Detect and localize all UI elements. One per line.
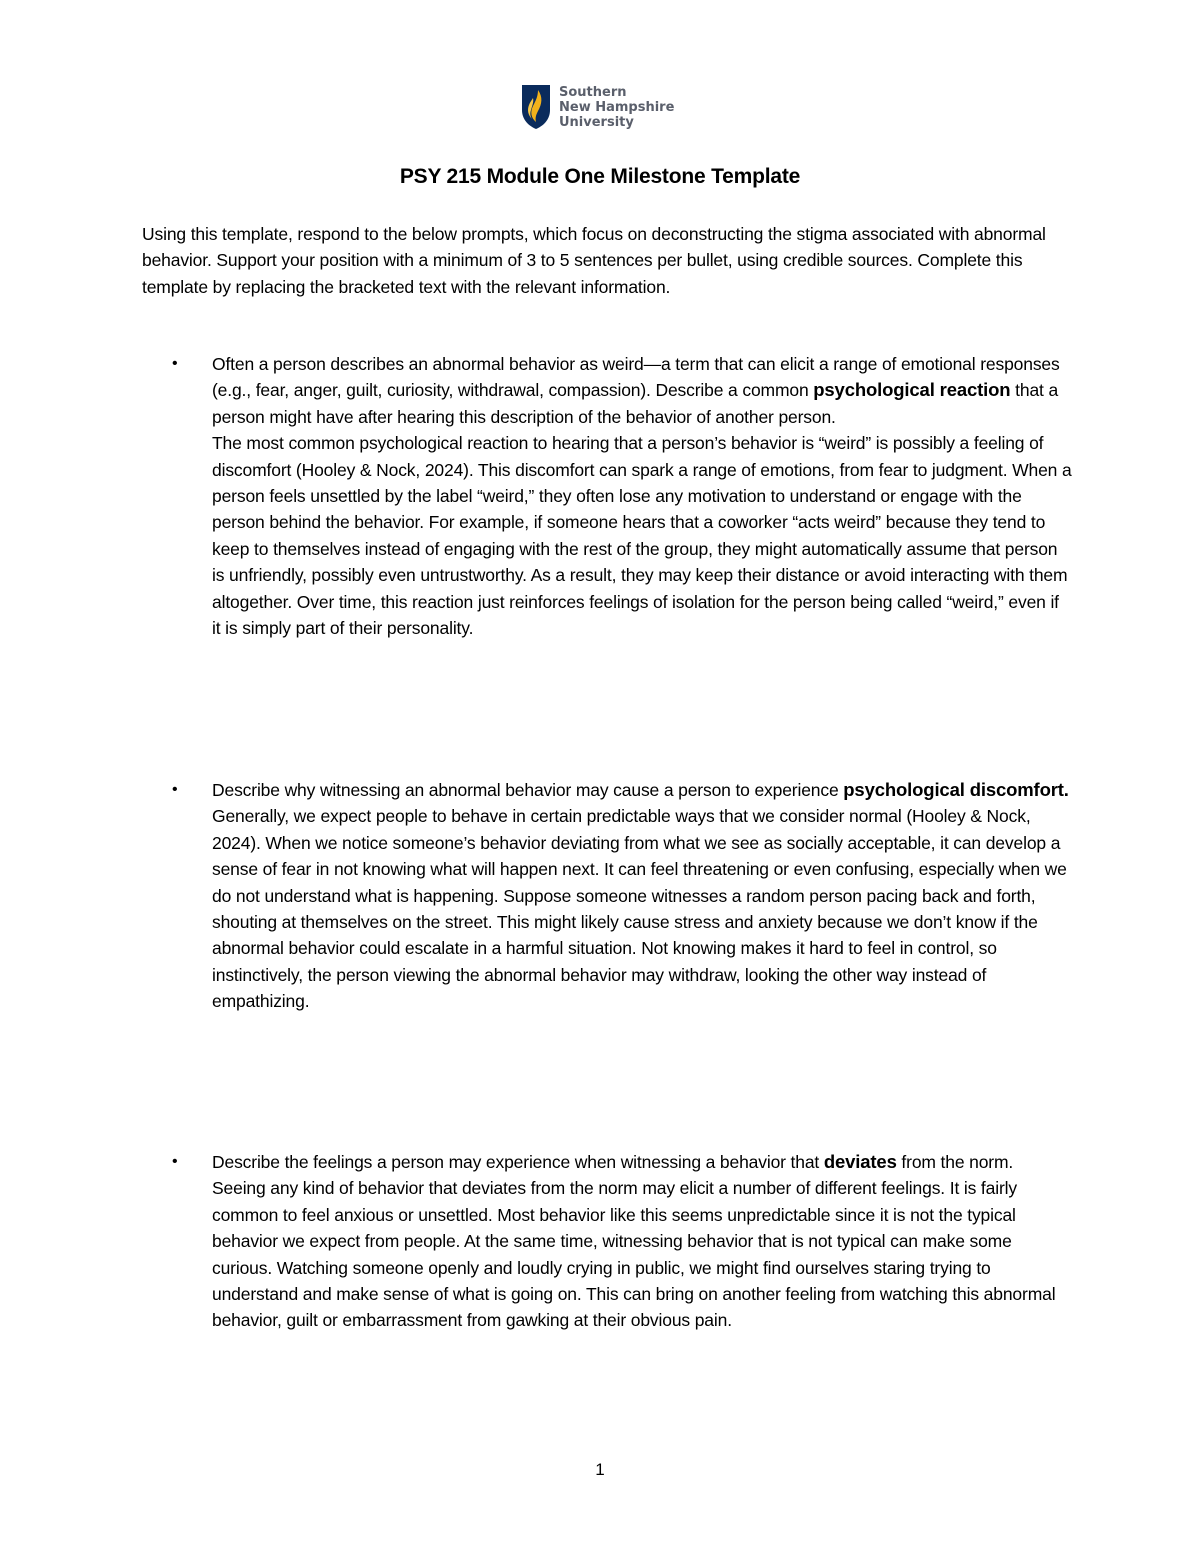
bullet-item-2 (172, 777, 1072, 1015)
logo-line-2: New Hampshire (559, 99, 675, 115)
intro-paragraph: Using this template, respond to the below prompts, which focus on deconstructing the stigma associated with abnormal behavior. Support your position with a minimum of 3 to 5 sentences per bullet, using credible sources. Complete this template by replacing the bracketed text with the relevant information. (142, 224, 1046, 297)
response-3: Seeing any kind of behavior that deviates from the norm may elicit a number of different feelings. It is fairly common to feel anxious or unsettled. Most behavior like this seems unpredictable since it is not the typical behavior we expect from people. At the same time, witnessing behavior that is not typical can make some curious. Watching someone openly and loudly crying in public, we might find ourselves staring trying to understand and make sense of what is going on. This can bring on another feeling from watching this abnormal behavior, guilt or embarrassment from gawking at their obvious pain. (212, 1178, 1056, 1331)
response-1: The most common psychological reaction to hearing that a person’s behavior is “weird” is possibly a feeling of discomfort (Hooley & Nock, 2024). This discomfort can spark a range of emotions, from fear to judgment. When a person feels unsettled by the label “weird,” they often lose any motivation to understand or engage with the person behind the behavior. For example, if someone hears that a coworker “acts weird” because they tend to keep to themselves instead of engaging with the rest of the group, they might automatically assume that person is unfriendly, possibly even untrustworthy. As a result, they may keep their distance or avoid interacting with them altogether. Over time, this reaction just reinforces feelings of isolation for the person being called “weird,” even if it is simply part of their personality. (212, 433, 1072, 639)
prompt-3-emphasis: deviates (823, 1151, 897, 1172)
prompt-3: Describe the feelings a person may experience when witnessing a behavior that deviates from the norm. (212, 1151, 1014, 1172)
prompt-1: Often a person describes an abnormal behavior as weird—a term that can elicit a range of emotional responses (e.g., fear, anger, guilt, curiosity, withdrawal, compassion). Describe a common psychological reaction that a person might have after hearing this description of the behavior of another person. (212, 354, 1060, 427)
page-title: PSY 215 Module One Milestone Template (399, 165, 801, 188)
bullet-icon: • (172, 781, 178, 798)
prompt-1-emphasis: psychological reaction (813, 379, 1011, 401)
bullet-item-1 (172, 351, 1072, 641)
prompt-2-emphasis: psychological discomfort (843, 779, 1064, 800)
logo-wordmark (559, 85, 674, 130)
response-2: Generally, we expect people to behave in certain predictable ways that we consider normal (Hooley & Nock, 2024). When we notice someone’s behavior deviating from what we see as socially acceptable, it can develop a sense of fear in not knowing what will happen next. It can feel threatening or even confusing, especially when we do not understand what is happening. Suppose someone witnesses a random person pacing back and forth, shouting at themselves on the street. This might likely cause stress and anxiety because we don’t know if the abnormal behavior could escalate in a harmful situation. Not knowing makes it hard to feel in control, so instinctively, the person viewing the abnormal behavior may withdraw, looking the other way instead of empathizing. (212, 806, 1067, 1012)
snhu-logo (521, 84, 674, 130)
page-number: 1 (595, 1460, 605, 1479)
logo-line-3: University (559, 114, 634, 130)
bullet-icon: • (172, 355, 178, 372)
shield-flame-icon (521, 84, 551, 130)
bullet-item-3 (172, 1149, 1072, 1334)
logo-line-1: Southern (559, 84, 627, 100)
bullet-icon: • (172, 1153, 178, 1170)
prompt-2: Describe why witnessing an abnormal behavior may cause a person to experience psychological discomfort. (212, 779, 1069, 800)
